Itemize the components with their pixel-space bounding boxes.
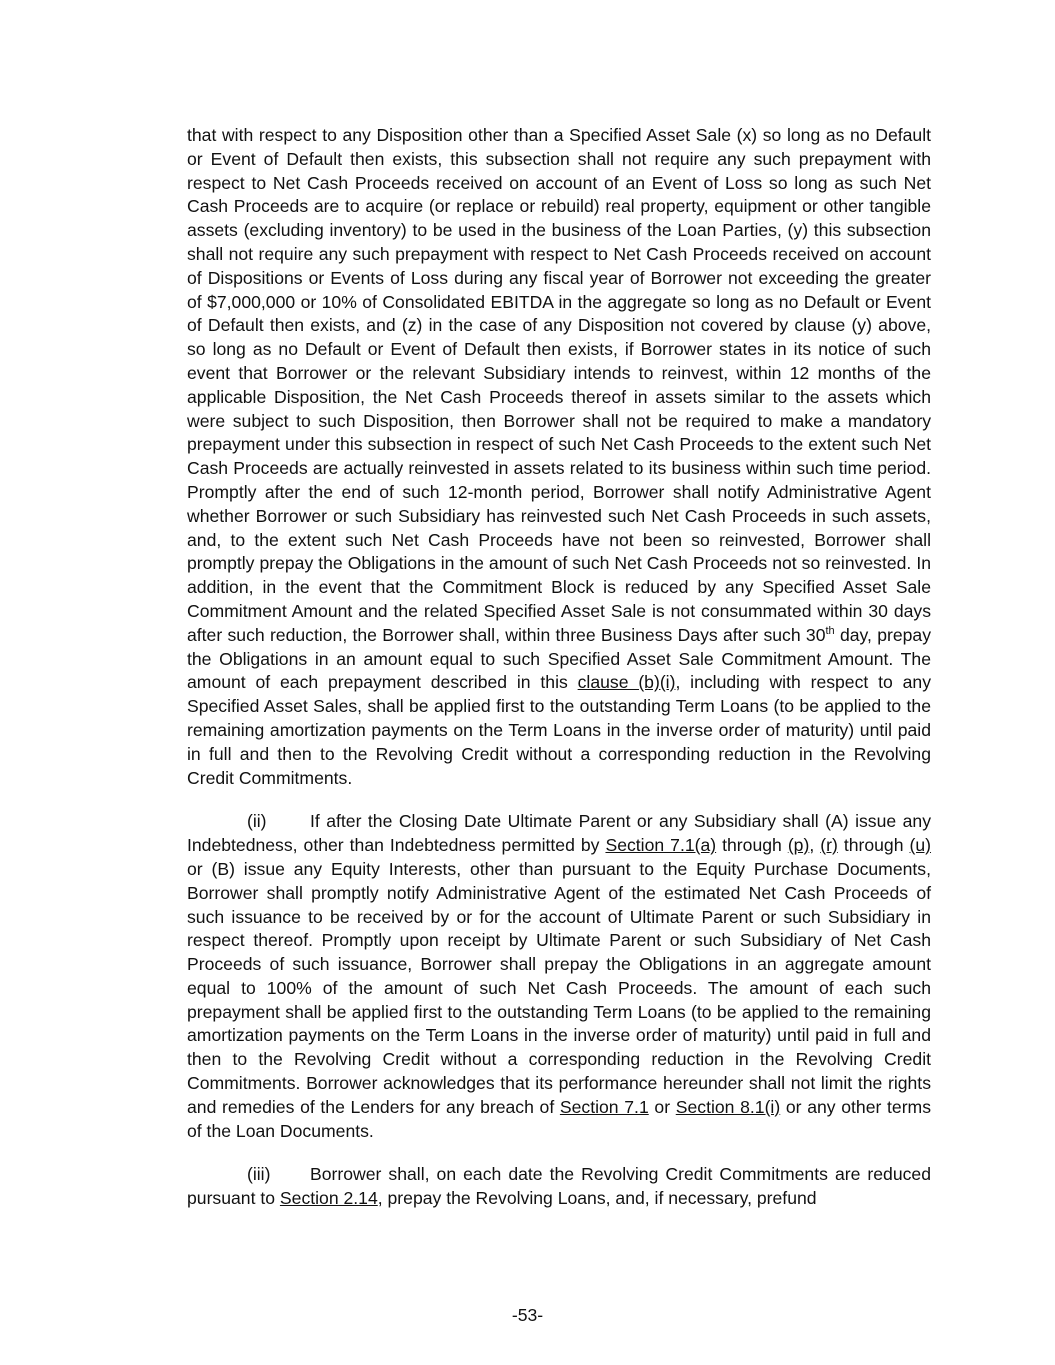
- paragraph-continuation: [187, 124, 931, 790]
- paragraph-text: or any other terms of the Loan Documents.: [187, 1096, 932, 1141]
- cross-reference-r: (r): [820, 835, 838, 856]
- superscript-ordinal: th: [825, 624, 835, 637]
- paragraph-text: or: [648, 1096, 676, 1117]
- document-body: [187, 124, 931, 1231]
- cross-reference-u: (u): [909, 835, 932, 856]
- cross-reference-clause-b-i: clause (b)(i): [577, 672, 676, 693]
- paragraph-text: through: [716, 835, 788, 856]
- paragraph-text: , including with respect to any Specified Asset Sales, shall be applied first to the outstanding Term Loans (to be applied to the remaining amortization payments on the Term Loans in the inverse order of maturity) until paid in full and then to the Revolving Credit without a corresponding reduction in the Revolving Credit Commitments.: [187, 672, 931, 788]
- paragraph-text: Borrower shall, on each date the Revolving Credit Commitments are reduced pursuant to: [187, 1164, 931, 1209]
- paragraph-text: or (B) issue any Equity Interests, other than pursuant to the Equity Purchase Documents, Borrower shall promptly notify Administrative Agent of the estimated Net Cash Proceeds of such issuance to be received by or for the account of Ultimate Parent or such Subsidiary in respect thereof. Promptly upon receipt by Ultimate Parent or such Subsidiary of Net Cash Proceeds of such issuance, Borrower shall prepay the Obligations in an aggregate amount equal to 100% of the amount of such Net Cash Proceeds. The amount of each such prepayment shall be applied first to the outstanding Term Loans (to be applied to the remaining amortization payments on the Term Loans in the inverse order of maturity) until paid in full and then to the Revolving Credit without a corresponding reduction in the Revolving Credit Commitments. Borrower acknowledges that its performance hereunder shall not limit the rights and remedies of the Lenders for any breach of: [187, 858, 931, 1117]
- section-marker: (iii): [247, 1164, 271, 1185]
- paragraph-text: If after the Closing Date Ultimate Parent or any Subsidiary shall (A) issue any Indebtedness, other than Indebtedness permitted by: [187, 811, 931, 856]
- paragraph-iii: [187, 1163, 931, 1211]
- cross-reference-section-7-1: Section 7.1: [559, 1096, 649, 1117]
- section-marker: (ii): [247, 811, 267, 832]
- cross-reference-section-8-1-i: Section 8.1(i): [675, 1096, 781, 1117]
- cross-reference-section-7-1-a: Section 7.1(a): [605, 835, 717, 856]
- paragraph-ii: [187, 810, 931, 1143]
- paragraph-text: through: [837, 835, 910, 856]
- page-number: -53-: [511, 1305, 544, 1325]
- cross-reference-p: (p): [787, 835, 810, 856]
- paragraph-text: that with respect to any Disposition other than a Specified Asset Sale (x) so long as no Default or Event of Default then exists, this subsection shall not require any such prepayment with respect to Net Cash Proceeds received on account of an Event of Loss so long as such Net Cash Proceeds are to acquire (or replace or rebuild) real property, equipment or other tangible assets (excluding inventory) to be used in the business of the Loan Parties, (y) this subsection shall not require any such prepayment with respect to Net Cash Proceeds received on account of Dispositions or Events of Loss during any fiscal year of Borrower not exceeding the greater of $7,000,000 or 10% of Consolidated EBITDA in the aggregate so long as no Default or Event of Default then exists, and (z) in the case of any Disposition not covered by clause (y) above, so long as no Default or Event of Default then exists, if Borrower states in its notice of such event that Borrower or the relevant Subsidiary intends to reinvest, within 12 months of the applicable Disposition, the Net Cash Proceeds thereof in assets similar to the assets which were subject to such Disposition, then Borrower shall not be required to make a mandatory prepayment under this subsection in respect of such Net Cash Proceeds to the extent such Net Cash Proceeds are actually reinvested in assets related to its business within such time period. Promptly after the end of such 12-month period, Borrower shall notify Administrative Agent whether Borrower or such Subsidiary has reinvested such Net Cash Proceeds in such assets, and, to the extent such Net Cash Proceeds have not been so reinvested, Borrower shall promptly prepay the Obligations in the amount of such Net Cash Proceeds not so reinvested. In addition, in the event that the Commitment Block is reduced by any Specified Asset Sale Commitment Amount and the related Specified Asset Sale is not consummated within 30 days after such reduction, the Borrower shall, within three Business Days after such 30: [187, 125, 931, 645]
- cross-reference-section-2-14: Section 2.14: [279, 1188, 378, 1209]
- paragraph-text: , prepay the Revolving Loans, and, if necessary, prefund: [377, 1188, 817, 1209]
- paragraph-text: ,: [809, 835, 821, 856]
- paragraph-text: day, prepay the Obligations in an amount equal to such Specified Asset Sale Commitment Amount. The amount of each prepayment described in this: [187, 624, 931, 693]
